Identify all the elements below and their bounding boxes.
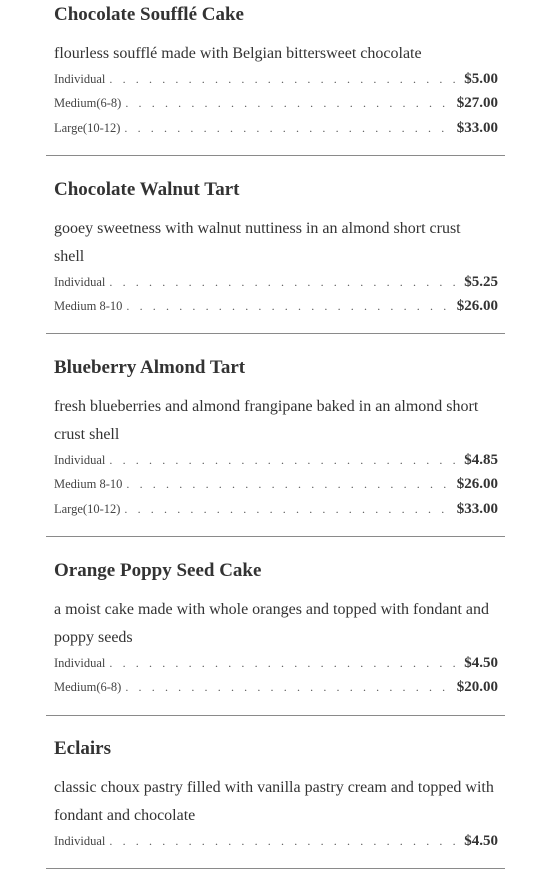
- size-label: Individual: [54, 72, 106, 86]
- price-row: [54, 679, 498, 697]
- size-label: Large(10-12): [54, 502, 121, 516]
- dot-leader: [109, 656, 458, 671]
- size-label: Large(10-12): [54, 121, 121, 135]
- divider: [46, 536, 505, 537]
- item-title: Orange Poppy Seed Cake: [54, 560, 262, 581]
- item-title: Eclairs: [54, 738, 111, 759]
- price-row: [54, 95, 498, 113]
- item-title: Blueberry Almond Tart: [54, 357, 246, 378]
- item-description: classic choux pastry filled with vanilla pastry cream and topped with fondant and chocolate: [54, 779, 494, 824]
- price-value: $20.00: [456, 679, 498, 695]
- item-description: fresh blueberries and almond frangipane baked in an almond short crust shell: [54, 398, 479, 443]
- price-value: $33.00: [456, 120, 498, 136]
- price-value: $27.00: [456, 95, 498, 111]
- item-description: flourless soufflé made with Belgian bittersweet chocolate: [54, 45, 422, 62]
- dot-leader: [124, 502, 450, 517]
- price-value: $4.50: [464, 655, 498, 671]
- price-value: $26.00: [456, 476, 498, 492]
- price-row: [54, 120, 498, 138]
- item-title: Chocolate Walnut Tart: [54, 179, 240, 200]
- item-title: Chocolate Soufflé Cake: [54, 4, 244, 25]
- price-row: [54, 298, 498, 316]
- divider: [46, 333, 505, 334]
- price-value: $5.00: [464, 71, 498, 87]
- dot-leader: [109, 834, 458, 849]
- item-description: a moist cake made with whole oranges and topped with fondant and poppy seeds: [54, 601, 489, 646]
- size-label: Individual: [54, 834, 106, 848]
- dot-leader: [109, 275, 458, 290]
- dot-leader: [126, 299, 450, 314]
- dot-leader: [109, 453, 458, 468]
- price-value: $26.00: [456, 298, 498, 314]
- price-row: [54, 833, 498, 851]
- price-row: [54, 476, 498, 494]
- price-value: $33.00: [456, 501, 498, 517]
- price-row: [54, 655, 498, 673]
- dot-leader: [125, 96, 450, 111]
- dot-leader: [125, 680, 450, 695]
- price-row: [54, 452, 498, 470]
- size-label: Individual: [54, 453, 106, 467]
- size-label: Medium 8-10: [54, 299, 123, 313]
- divider: [46, 155, 505, 156]
- size-label: Medium(6-8): [54, 680, 122, 694]
- price-value: $5.25: [464, 274, 498, 290]
- price-row: [54, 274, 498, 292]
- price-row: [54, 501, 498, 519]
- size-label: Individual: [54, 275, 106, 289]
- dot-leader: [126, 477, 450, 492]
- dot-leader: [124, 121, 450, 136]
- item-description: gooey sweetness with walnut nuttiness in an almond short crust shell: [54, 220, 461, 265]
- dot-leader: [109, 72, 458, 87]
- price-row: [54, 71, 498, 89]
- divider: [46, 715, 505, 716]
- size-label: Medium 8-10: [54, 477, 123, 491]
- price-value: $4.50: [464, 833, 498, 849]
- size-label: Medium(6-8): [54, 96, 122, 110]
- divider: [46, 868, 505, 869]
- price-value: $4.85: [464, 452, 498, 468]
- size-label: Individual: [54, 656, 106, 670]
